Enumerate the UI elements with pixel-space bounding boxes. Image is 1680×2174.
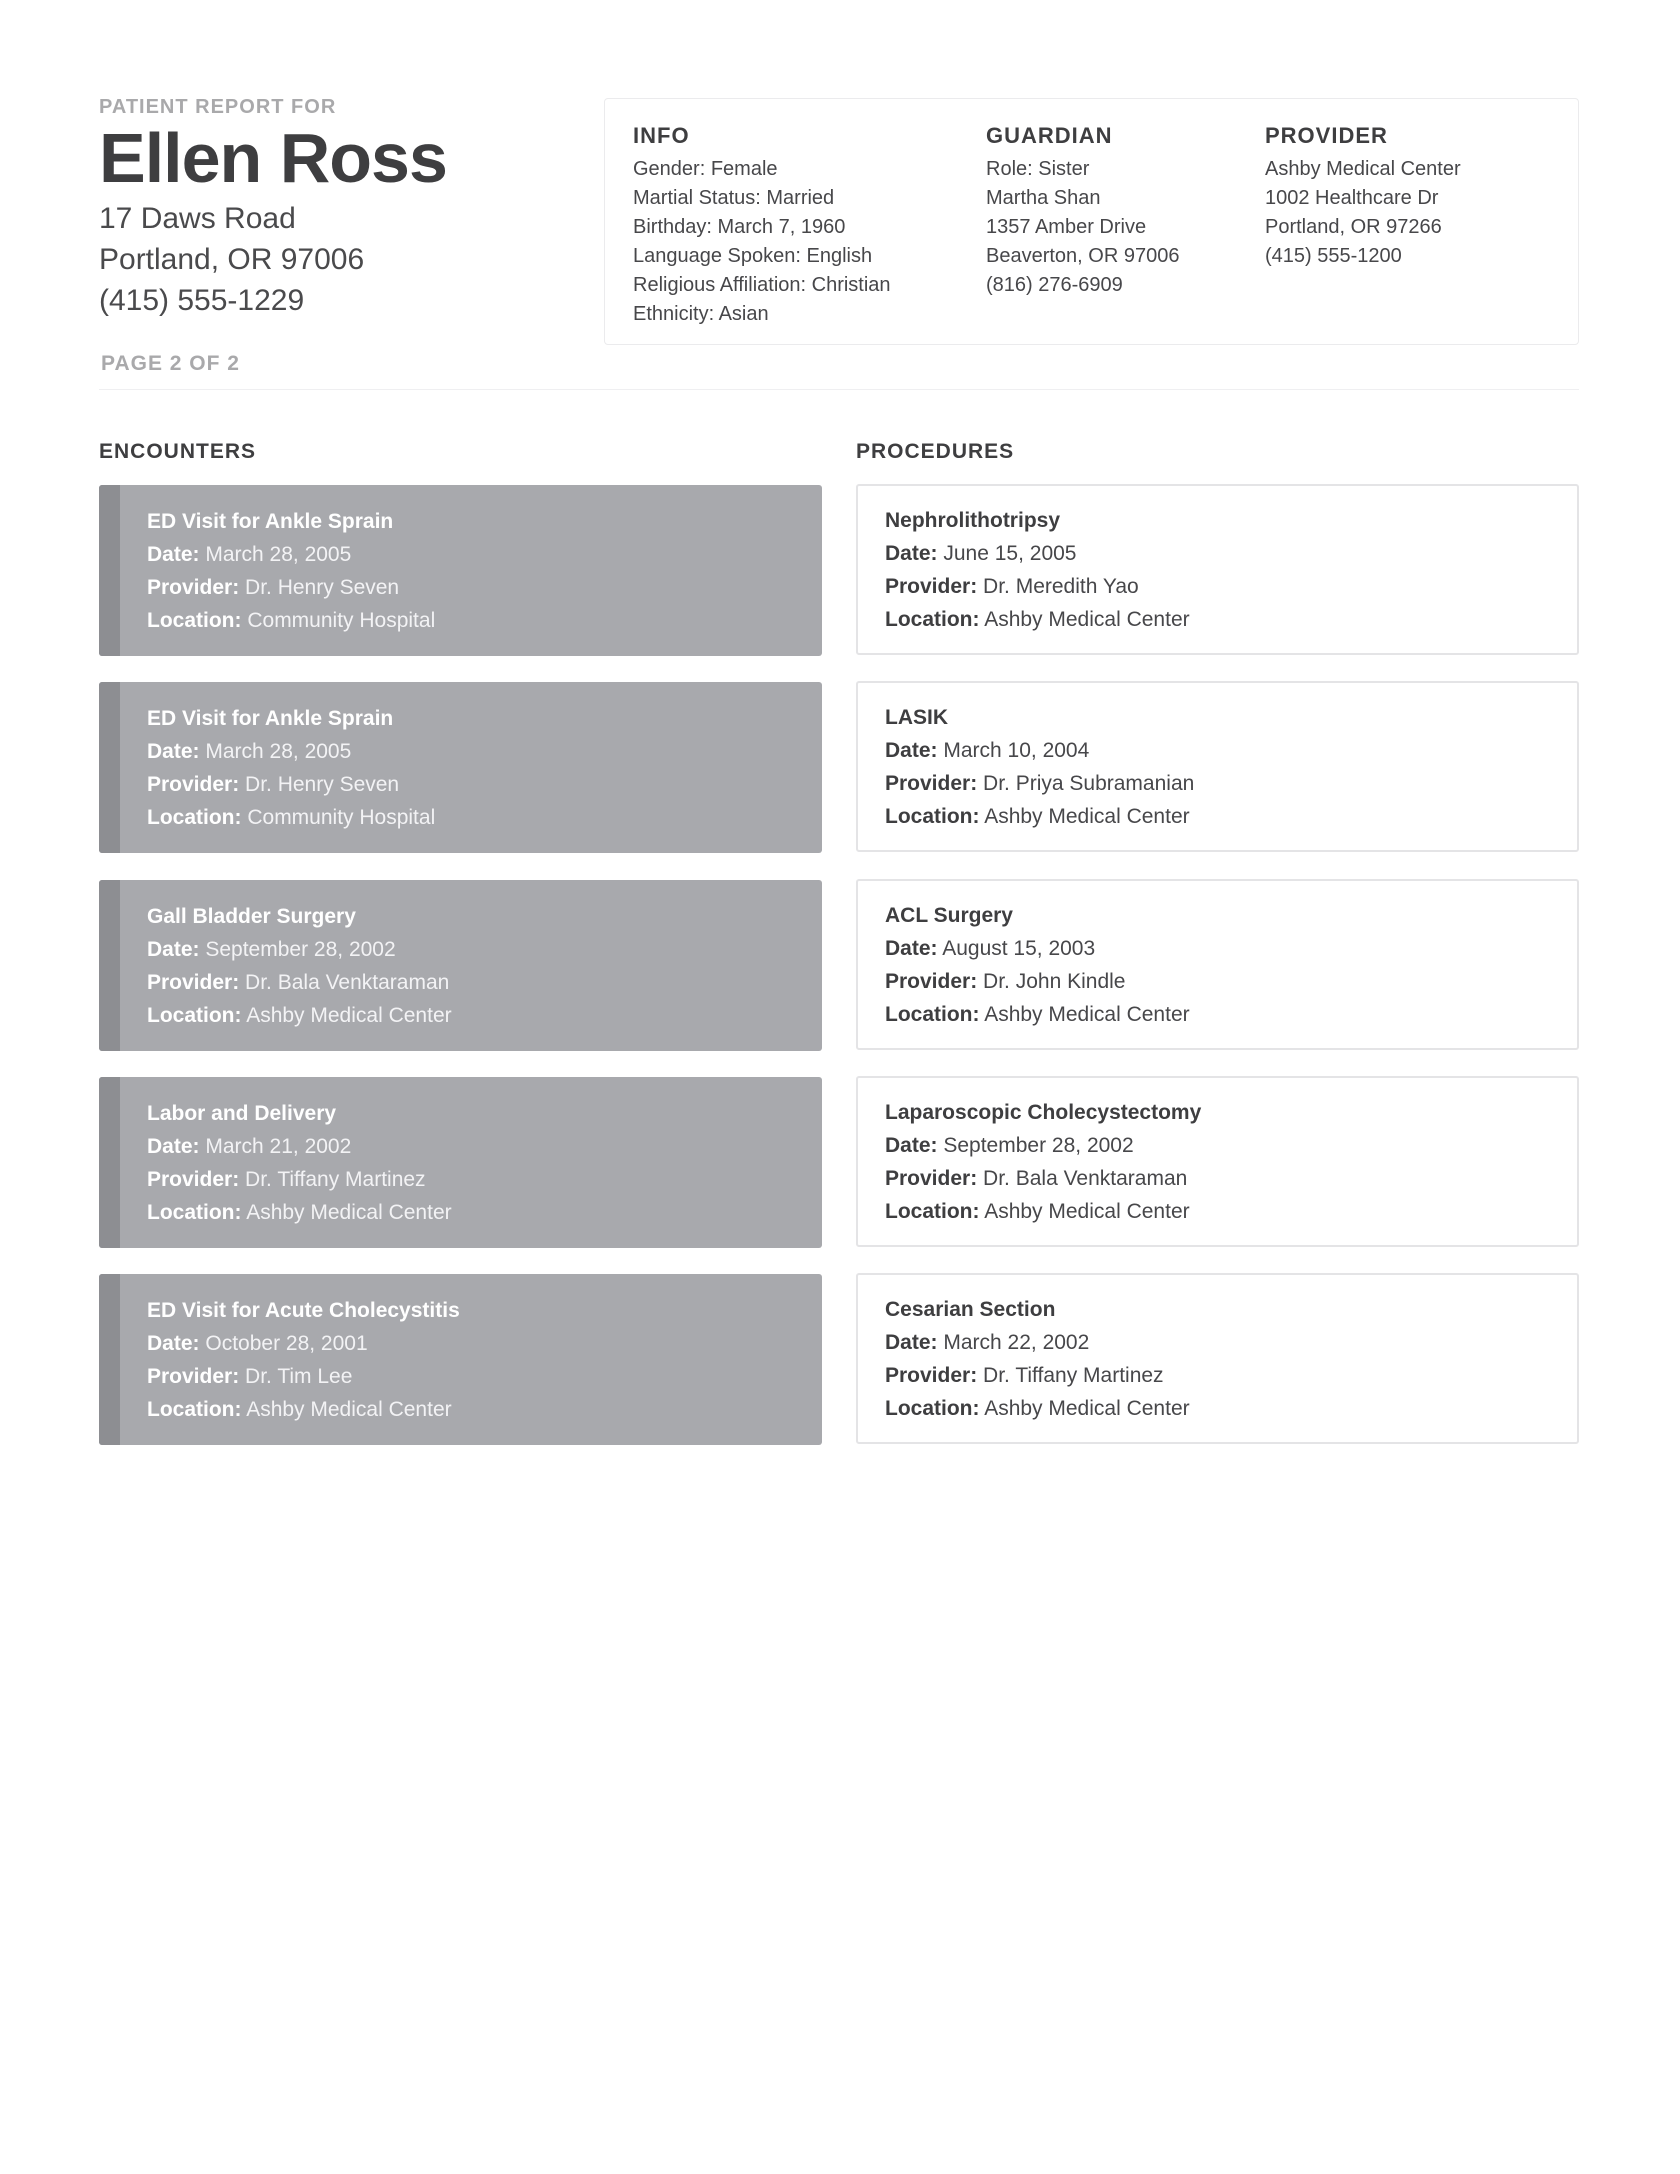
provider-label: Provider:: [147, 971, 240, 994]
procedure-title: Laparoscopic Cholecystectomy: [885, 1101, 1202, 1124]
date-label: Date:: [885, 1331, 938, 1354]
guardian-line: Martha Shan: [986, 187, 1101, 209]
info-line: Gender: Female: [633, 158, 778, 180]
info-heading: INFO: [633, 123, 690, 148]
patient-phone: (415) 555-1229: [99, 284, 305, 317]
date-label: Date:: [147, 543, 200, 566]
encounter-accent-bar: [99, 682, 120, 853]
procedure-card[interactable]: [856, 1076, 1579, 1247]
report-for-label: PATIENT REPORT FOR: [99, 96, 337, 118]
encounter-title: Gall Bladder Surgery: [147, 905, 356, 928]
patient-address-line1: 17 Daws Road: [99, 202, 296, 235]
provider-line: Portland, OR 97266: [1265, 216, 1442, 238]
encounter-date: March 21, 2002: [205, 1135, 352, 1158]
provider-heading: PROVIDER: [1265, 123, 1388, 148]
procedure-date: August 15, 2003: [942, 937, 1096, 960]
guardian-column: [986, 123, 1179, 300]
procedure-provider: Dr. John Kindle: [983, 970, 1126, 993]
info-line: Ethnicity: Asian: [633, 303, 769, 325]
header-divider: [99, 389, 1579, 390]
procedure-provider: Dr. Tiffany Martinez: [983, 1364, 1164, 1387]
encounter-accent-bar: [99, 1274, 120, 1445]
encounter-location: Community Hospital: [247, 609, 436, 632]
encounter-card[interactable]: [99, 880, 822, 1051]
encounter-location: Ashby Medical Center: [246, 1201, 452, 1224]
encounter-provider: Dr. Tim Lee: [245, 1365, 353, 1388]
location-label: Location:: [147, 1201, 242, 1224]
location-label: Location:: [885, 1397, 980, 1420]
procedure-title: Cesarian Section: [885, 1298, 1056, 1321]
location-label: Location:: [147, 1004, 242, 1027]
date-label: Date:: [147, 938, 200, 961]
encounter-location: Ashby Medical Center: [246, 1398, 452, 1421]
provider-line: Ashby Medical Center: [1265, 158, 1461, 180]
guardian-line: Beaverton, OR 97006: [986, 245, 1180, 267]
date-label: Date:: [147, 1332, 200, 1355]
procedure-location: Ashby Medical Center: [984, 608, 1190, 631]
provider-label: Provider:: [885, 970, 978, 993]
provider-label: Provider:: [147, 576, 240, 599]
patient-header: [99, 96, 579, 321]
procedure-date: June 15, 2005: [943, 542, 1077, 565]
location-label: Location:: [885, 608, 980, 631]
procedure-date: March 10, 2004: [943, 739, 1090, 762]
provider-label: Provider:: [885, 575, 978, 598]
guardian-line: Role: Sister: [986, 158, 1090, 180]
location-label: Location:: [885, 805, 980, 828]
procedure-provider: Dr. Priya Subramanian: [983, 772, 1195, 795]
procedures-heading: PROCEDURES: [856, 440, 1015, 463]
encounter-date: October 28, 2001: [205, 1332, 368, 1355]
encounter-card[interactable]: [99, 485, 822, 656]
encounter-date: March 28, 2005: [205, 543, 352, 566]
encounter-title: Labor and Delivery: [147, 1102, 337, 1125]
location-label: Location:: [147, 1398, 242, 1421]
guardian-heading: GUARDIAN: [986, 123, 1113, 148]
procedure-title: Nephrolithotripsy: [885, 509, 1061, 532]
encounter-accent-bar: [99, 1077, 120, 1248]
provider-label: Provider:: [147, 1168, 240, 1191]
procedure-title: ACL Surgery: [885, 904, 1013, 927]
date-label: Date:: [885, 739, 938, 762]
info-line: Martial Status: Married: [633, 187, 835, 209]
procedure-card[interactable]: [856, 879, 1579, 1050]
procedure-date: March 22, 2002: [943, 1331, 1090, 1354]
encounter-provider: Dr. Henry Seven: [245, 773, 400, 796]
location-label: Location:: [885, 1200, 980, 1223]
encounter-provider: Dr. Bala Venktaraman: [245, 971, 450, 994]
procedure-provider: Dr. Bala Venktaraman: [983, 1167, 1188, 1190]
patient-name: Ellen Ross: [99, 119, 447, 197]
encounter-provider: Dr. Henry Seven: [245, 576, 400, 599]
info-line: Birthday: March 7, 1960: [633, 216, 846, 238]
encounter-title: ED Visit for Acute Cholecystitis: [147, 1299, 460, 1322]
guardian-line: (816) 276-6909: [986, 274, 1123, 296]
procedure-provider: Dr. Meredith Yao: [983, 575, 1139, 598]
info-column: [633, 123, 891, 329]
procedure-location: Ashby Medical Center: [984, 805, 1190, 828]
encounters-heading: ENCOUNTERS: [99, 440, 257, 463]
provider-label: Provider:: [885, 772, 978, 795]
procedure-date: September 28, 2002: [943, 1134, 1134, 1157]
provider-line: 1002 Healthcare Dr: [1265, 187, 1439, 209]
provider-line: (415) 555-1200: [1265, 245, 1402, 267]
encounter-location: Community Hospital: [247, 806, 436, 829]
location-label: Location:: [885, 1003, 980, 1026]
date-label: Date:: [147, 1135, 200, 1158]
procedure-location: Ashby Medical Center: [984, 1200, 1190, 1223]
encounter-provider: Dr. Tiffany Martinez: [245, 1168, 426, 1191]
location-label: Location:: [147, 806, 242, 829]
info-line: Religious Affiliation: Christian: [633, 274, 891, 296]
procedure-title: LASIK: [885, 706, 948, 729]
procedure-location: Ashby Medical Center: [984, 1003, 1190, 1026]
date-label: Date:: [885, 937, 938, 960]
provider-label: Provider:: [885, 1167, 978, 1190]
page-number: PAGE 2 OF 2: [101, 352, 240, 375]
location-label: Location:: [147, 609, 242, 632]
encounter-title: ED Visit for Ankle Sprain: [147, 510, 394, 533]
provider-label: Provider:: [885, 1364, 978, 1387]
encounter-card[interactable]: [99, 1274, 822, 1445]
encounter-location: Ashby Medical Center: [246, 1004, 452, 1027]
procedure-card[interactable]: [856, 1273, 1579, 1444]
date-label: Date:: [885, 542, 938, 565]
encounter-date: September 28, 2002: [205, 938, 396, 961]
provider-label: Provider:: [147, 1365, 240, 1388]
provider-column: [1265, 123, 1461, 271]
procedure-card[interactable]: [856, 681, 1579, 852]
encounter-accent-bar: [99, 485, 120, 656]
guardian-line: 1357 Amber Drive: [986, 216, 1147, 238]
encounter-title: ED Visit for Ankle Sprain: [147, 707, 394, 730]
procedure-card[interactable]: [856, 484, 1579, 655]
encounter-card[interactable]: [99, 682, 822, 853]
encounter-accent-bar: [99, 880, 120, 1051]
date-label: Date:: [147, 740, 200, 763]
info-panel: [604, 98, 1579, 345]
date-label: Date:: [885, 1134, 938, 1157]
encounter-card[interactable]: [99, 1077, 822, 1248]
encounter-date: March 28, 2005: [205, 740, 352, 763]
info-line: Language Spoken: English: [633, 245, 873, 267]
patient-address-line2: Portland, OR 97006: [99, 243, 365, 276]
procedure-location: Ashby Medical Center: [984, 1397, 1190, 1420]
provider-label: Provider:: [147, 773, 240, 796]
